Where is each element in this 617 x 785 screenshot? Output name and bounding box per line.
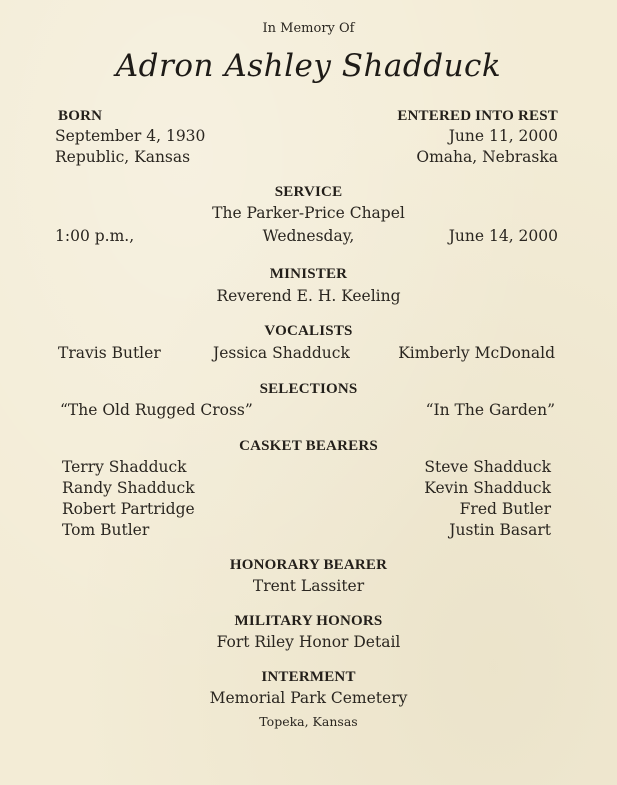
vocalist-3: Kimberly McDonald: [398, 344, 555, 362]
selection-2: “In The Garden”: [425, 401, 555, 419]
military-honors-name: Fort Riley Honor Detail: [216, 633, 401, 651]
minister-label: MINISTER: [269, 266, 348, 282]
military-honors-label: MILITARY HONORS: [234, 613, 383, 629]
vocalists-label: VOCALISTS: [264, 323, 353, 339]
selection-1: “The Old Rugged Cross”: [60, 401, 253, 419]
service-date: June 14, 2000: [448, 227, 558, 245]
bearer-right-4: Justin Basart: [449, 521, 551, 539]
bearer-left-3: Robert Partridge: [62, 500, 195, 518]
interment-label: INTERMENT: [261, 669, 356, 685]
born-place: Republic, Kansas: [55, 148, 191, 166]
memory-line: In Memory Of: [262, 21, 355, 36]
honorary-bearer-label: HONORARY BEARER: [229, 557, 388, 573]
deceased-name: Adron Ashley Shadduck: [115, 48, 502, 84]
bearer-right-1: Steve Shadduck: [424, 458, 551, 476]
interment-place: Memorial Park Cemetery: [209, 689, 408, 707]
born-date: September 4, 1930: [55, 127, 206, 145]
vocalist-2: Jessica Shadduck: [213, 344, 350, 362]
service-day: Wednesday,: [262, 227, 355, 245]
selections-label: SELECTIONS: [259, 381, 358, 397]
entered-rest-label: ENTERED INTO REST: [397, 108, 558, 124]
born-label: BORN: [58, 108, 103, 124]
service-time: 1:00 p.m.,: [55, 227, 135, 245]
interment-city: Topeka, Kansas: [259, 714, 358, 729]
bearer-left-4: Tom Butler: [62, 521, 150, 539]
entered-rest-place: Omaha, Nebraska: [416, 148, 558, 166]
service-label: SERVICE: [274, 184, 343, 200]
honorary-bearer-name: Trent Lassiter: [252, 577, 365, 595]
bearer-right-2: Kevin Shadduck: [424, 479, 551, 497]
bearer-left-2: Randy Shadduck: [62, 479, 195, 497]
minister-name: Reverend E. H. Keeling: [216, 287, 401, 305]
vocalist-1: Travis Butler: [58, 344, 161, 362]
bearer-left-1: Terry Shadduck: [62, 458, 187, 476]
casket-bearers-label: CASKET BEARERS: [239, 438, 378, 454]
bearer-right-3: Fred Butler: [459, 500, 551, 518]
entered-rest-date: June 11, 2000: [448, 127, 558, 145]
service-chapel: The Parker-Price Chapel: [212, 204, 405, 222]
